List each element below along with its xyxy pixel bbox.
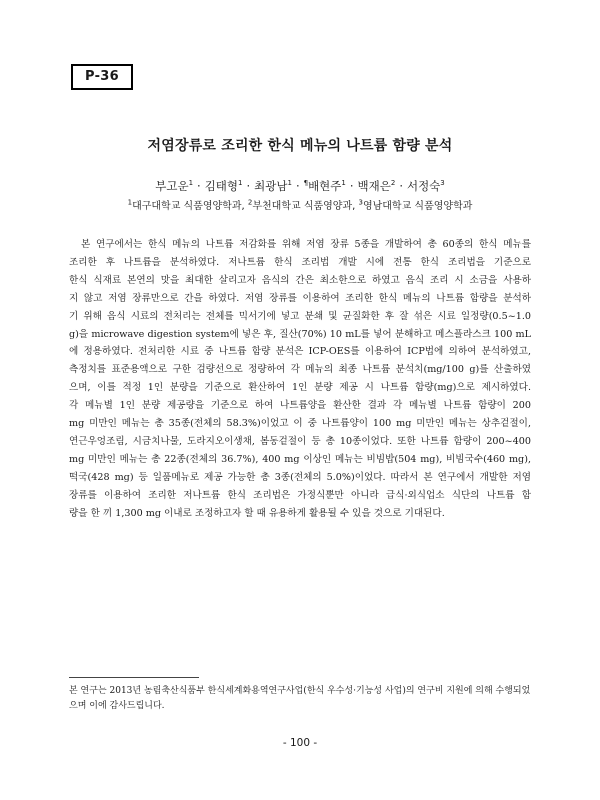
author-name-text: 최광남 — [254, 179, 288, 193]
author-affiliation-marker: 1 — [341, 179, 346, 188]
author-name-text: 김태형 — [204, 179, 239, 193]
abstract-line: mg 미만인 메뉴는 총 35종(전체의 58.3%)이었고 이 중 나트륨양이 100 mg 미만인 메뉴는 상추겉절이, — [69, 418, 531, 430]
author-affiliation-marker: 1 — [287, 179, 292, 188]
author-name-text: 백재은 — [357, 179, 391, 193]
abstract-line: 에 정용하였다. 전처리한 시료 중 나트륨 함량 분석은 ICP-OES를 이용하여 ICP법에 의하여 분석하였고, — [69, 346, 531, 358]
abstract-body — [69, 236, 531, 523]
affiliation-name: 부천대학교 식품영양과 — [252, 201, 353, 212]
author-name — [155, 179, 193, 193]
funding-footnote: 본 연구는 2013년 농림축산식품부 한식세계화용역연구사업(한식 우수성·기능성 사업)의 연구비 지원에 의해 수행되었으며 이에 감사드립니다. — [69, 686, 531, 711]
corresponding-author-marker: ¶ — [303, 179, 309, 188]
author-list — [0, 178, 600, 194]
author-affiliation-marker: 1 — [188, 179, 194, 188]
author-separator: · — [246, 179, 251, 193]
abstract-line: 한식 식재료 본연의 맛을 최대한 살리고자 음식의 간은 최소한으로 하였고 음식 조리 시 소금을 사용하 — [69, 274, 531, 286]
author-separator: · — [399, 179, 403, 193]
abstract-line: 장류를 이용하여 조리한 저나트륨 한식 조리법은 가정식뿐만 아니라 급식·외식업소 식단의 나트륨 함 — [69, 489, 531, 501]
abstract-line: 지 않고 저염 장류만으로 간을 하였다. 저염 장류를 이용하여 조리한 한식 메뉴의 나트륨 함량을 분석하 — [69, 292, 531, 304]
affiliation-list — [0, 197, 600, 212]
author-separator: · — [349, 179, 354, 193]
affiliation-name: 영남대학교 식품영양학과 — [362, 201, 473, 212]
affiliation-separator: , — [241, 201, 248, 212]
paper-title: 저염장류로 조리한 한식 메뉴의 나트륨 함량 분석 — [147, 138, 453, 154]
author-name — [358, 179, 396, 193]
author-name-text: 부고운 — [155, 179, 189, 193]
abstract-line: 각 메뉴별 1인 분량 제공량을 기준으로 하여 나트륨양을 환산한 결과 각 메뉴별 나트륨 함량이 200 — [69, 400, 531, 412]
affiliation-marker: 2 — [247, 198, 253, 207]
author-name — [407, 179, 445, 193]
author-name — [254, 179, 292, 193]
author-name — [304, 179, 346, 193]
author-name-text: 서정숙 — [406, 179, 441, 193]
abstract-line: 조리한 후 나트륨을 분석하였다. 저나트륨 한식 조리법 개발 시에 전통 한식 조리법을 기준으로 — [69, 256, 531, 268]
abstract-line: 으며, 이를 적정 1인 분량을 기준으로 환산하여 1인 분량 제공 시 나트륨 함량(mg)으로 제시하였다. — [69, 382, 531, 394]
poster-number-badge: P-36 — [71, 64, 133, 90]
affiliation-name: 대구대학교 식품영양학과 — [132, 201, 242, 212]
author-affiliation-marker: 3 — [440, 179, 445, 188]
footnote-divider — [69, 677, 199, 678]
abstract-line: 기 위해 음식 시료의 전처리는 전체를 믹서기에 넣고 분쇄 및 균질화한 후 잘 섞은 시료 일정량(0.5~1.0 — [69, 310, 531, 322]
author-name-text: 배현주 — [308, 179, 342, 193]
abstract-line: g)을 microwave digestion system에 넣은 후, 질산(70%) 10 mL를 넣어 분해하고 메스플라스크 100 mL — [69, 328, 531, 340]
affiliation-marker: 1 — [127, 198, 133, 207]
author-separator: · — [295, 179, 300, 193]
abstract-line: mg 미만인 메뉴는 총 22종(전체의 36.7%), 400 mg 이상인 메뉴는 비빔밥(504 mg), 비빔국수(460 mg), — [69, 453, 531, 465]
abstract-line: 연근우엉조림, 시금치나물, 도라지오이생채, 봄동겉절이 등 총 10종이었다. 또한 나트륨 함량이 200~400 — [69, 435, 531, 447]
author-affiliation-marker: 1 — [238, 179, 243, 188]
abstract-line: 본 연구에서는 한식 메뉴의 나트륨 저감화를 위해 저염 장류 5종을 개발하여 총 60종의 한식 메뉴를 — [81, 239, 531, 250]
abstract-line: 떡국(428 mg) 등 일품메뉴로 제공 가능한 총 3종(전체의 5.0%)이었다. 따라서 본 연구에서 개발한 저염 — [69, 471, 531, 483]
author-separator: · — [197, 179, 201, 193]
page-number: - 100 - — [282, 737, 318, 749]
author-name — [205, 179, 243, 193]
affiliation-separator: , — [352, 201, 359, 212]
author-affiliation-marker: 2 — [390, 179, 396, 188]
abstract-line: 측정치를 표준용액으로 구한 검량선으로 정량하여 각 메뉴의 최종 나트륨 분석치(mg/100 g)를 산출하였 — [69, 364, 531, 376]
affiliation-marker: 3 — [358, 198, 363, 207]
abstract-line: 량을 한 끼 1,300 mg 이내로 조정하고자 할 때 유용하게 활용될 수 있을 것으로 기대된다. — [69, 507, 445, 519]
